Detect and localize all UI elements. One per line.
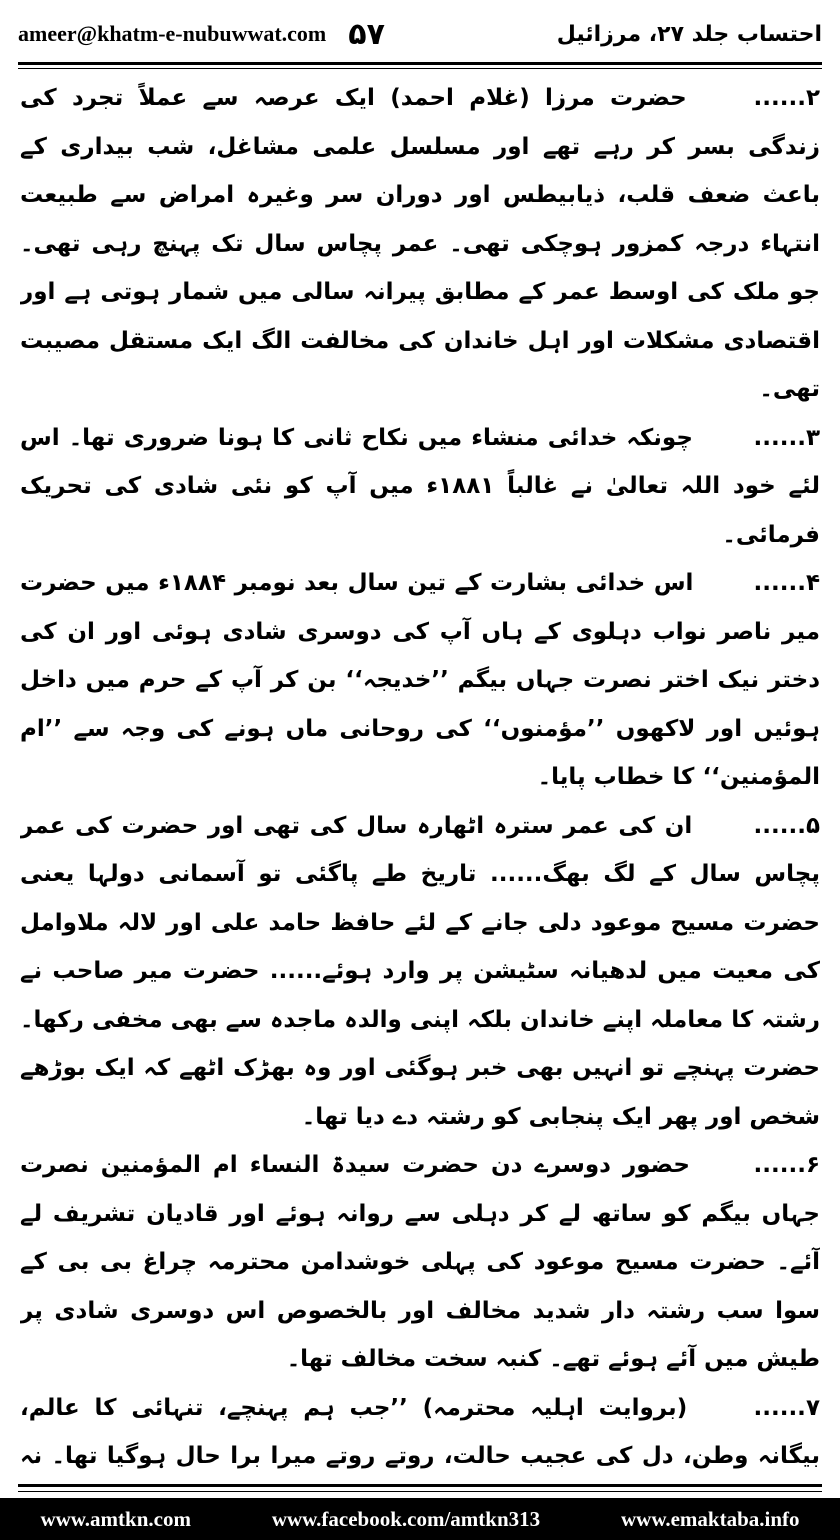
paragraph-7 xyxy=(20,1384,820,1475)
header-rule-thick xyxy=(18,62,822,65)
paragraph-text: اس خدائی بشارت کے تین سال بعد نومبر ۱۸۸۴ء میں حضرت میر ناصر نواب دہلوی کے ہاں آپ کی دوسری شادی ہوئی اور ان کی دختر نیک اختر نصرت جہاں بیگم ’’خدیجہ‘‘ بن کر آپ کے حرم میں داخل ہوئیں اور لاکھوں ’’مؤمنوں‘‘ کی روحانی ماں ہونے کی وجہ سے ’’ام المؤمنین‘‘ کا خطاب پایا۔ xyxy=(20,570,820,790)
paragraph-number: ۶...... xyxy=(753,1152,820,1178)
header-rule-thin xyxy=(18,68,822,69)
footer-rule-thick xyxy=(18,1484,822,1487)
paragraph-2 xyxy=(20,74,820,414)
paragraph-number: ۷...... xyxy=(753,1394,820,1421)
paragraph-4 xyxy=(20,559,820,802)
paragraph-text: حضور دوسرے دن حضرت سیدۃ النساء ام المؤمنین نصرت جہاں بیگم کو ساتھ لے کر دہلی سے روانہ ہوئے اور قادیان تشریف لے آئے۔ حضرت مسیح موعود کی پہلی خوشدامن محترمہ چراغ بی بی کے سوا سب رشتہ دار شدید مخالف اور بالخصوص اس دوسری شادی پر طیش میں آئے ہوئے تھے۔ کنبہ سخت مخالف تھا۔ xyxy=(20,1152,820,1372)
header-email: ameer@khatm-e-nubuwwat.com xyxy=(18,21,327,46)
paragraph-number: ۵...... xyxy=(753,812,820,839)
footer-link-amtkn[interactable]: www.amtkn.com xyxy=(40,1506,191,1531)
page-body xyxy=(20,74,820,1474)
paragraph-number: ۴...... xyxy=(753,570,820,596)
paragraph-number: ۳...... xyxy=(753,424,820,451)
footer-link-emaktaba[interactable]: www.emaktaba.info xyxy=(621,1506,800,1531)
book-title: احتساب جلد ۲۷، مرزائیل xyxy=(556,21,822,47)
footer-rule-thin xyxy=(18,1491,822,1492)
page-number: ۵۷ xyxy=(348,16,385,52)
paragraph-6 xyxy=(20,1141,820,1384)
paragraph-text: حضرت مرزا (غلام احمد) ایک عرصہ سے عملاً تجرد کی زندگی بسر کر رہے تھے اور مسلسل علمی مشاغل، شب بیداری کے باعث ضعف قلب، ذیابیطس اور دوران سر وغیرہ امراض سے طبیعت انتہاء درجہ کمزور ہوچکی تھی۔ عمر پچاس سال تک پہنچ رہی تھی۔ جو ملک کی اوسط عمر کے مطابق پیرانہ سالی میں شمار ہوتی ہے اور اقتصادی مشکلات اور اہل خاندان کی مخالفت الگ ایک مستقل مصیبت تھی۔ xyxy=(20,85,820,402)
paragraph-3 xyxy=(20,414,820,560)
paragraph-5 xyxy=(20,802,820,1142)
header-left xyxy=(18,17,385,52)
footer-link-facebook[interactable]: www.facebook.com/amtkn313 xyxy=(271,1506,541,1531)
page-footer xyxy=(0,1498,840,1540)
page-header xyxy=(18,14,822,54)
paragraph-text: چونکہ خدائی منشاء میں نکاح ثانی کا ہونا ضروری تھا۔ اس لئے خود اللہ تعالیٰ نے غالباً ۱۸۸۱ء میں آپ کو نئی شادی کی تحریک فرمائی۔ xyxy=(20,424,820,548)
paragraph-text: ان کی عمر سترہ اٹھارہ سال کی تھی اور حضرت کی عمر پچاس سال کے لگ بھگ...... تاریخ طے پاگئی تو آسمانی دولہا یعنی حضرت مسیح موعود دلی جانے کے لئے حافظ حامد علی اور لالہ ملاوامل کی معیت میں لدھیانہ سٹیشن پر وارد ہوئے...... حضرت میر صاحب نے رشتہ کا معاملہ اپنے خاندان بلکہ اپنی والدہ ماجدہ سے بھی مخفی رکھا۔ حضرت پہنچے تو انہیں بھی خبر ہوگئی اور وہ بھڑک اٹھے کہ ایک بوڑھے شخص اور پھر ایک پنجابی کو رشتہ دے دیا تھا۔ xyxy=(20,812,820,1130)
paragraph-text: (بروایت اہلیہ محترمہ) ’’جب ہم پہنچے، تنہائی کا عالم، بیگانہ وطن، دل کی عجیب حالت، روتے روتے میرا برا حال ہوگیا تھا۔ نہ xyxy=(20,1394,820,1469)
paragraph-number: ۲...... xyxy=(753,85,820,111)
